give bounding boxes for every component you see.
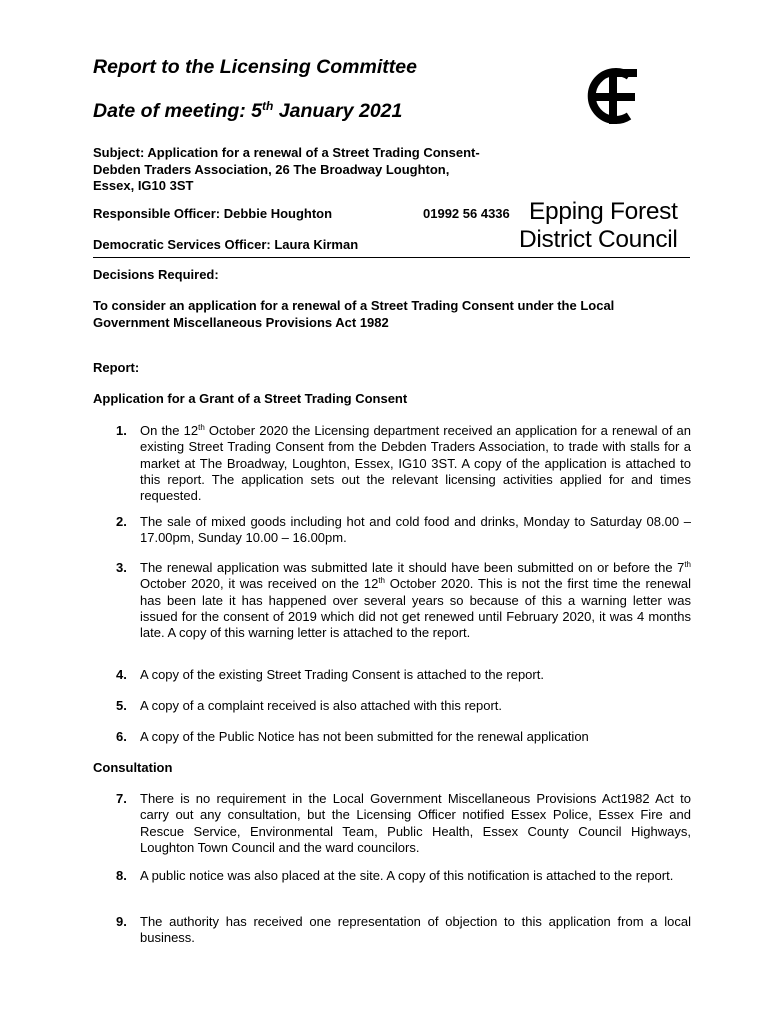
item-number: 6. <box>116 729 127 744</box>
item-text: On the 12th October 2020 the Licensing department received an application for a renewal of an existing Street Trading Consent from the Debden Traders Association, to trade with stalls for a market at The Broadway, Loughton, Essex, IG10 3ST. A copy of the application is attached to this report. The application sets out the relevant licensing activities applied for and times requested. <box>140 423 692 504</box>
decisions-heading: Decisions Required: <box>93 267 219 282</box>
list-item <box>116 729 691 745</box>
list-item <box>116 914 691 947</box>
meeting-date: Date of meeting: 5th January 2021 <box>93 99 403 122</box>
item-text: There is no requirement in the Local Government Miscellaneous Provisions Act1982 Act to carry out any consultation, but the Licensing Officer notified Essex Police, Essex Fire and Rescue Service, Environmental Team, Public Health, Essex County Council Highways, Loughton Town Council and the ward councilors. <box>140 791 691 855</box>
list-item <box>116 698 691 714</box>
list-item <box>116 667 691 683</box>
epping-forest-logo-icon <box>585 66 641 126</box>
divider <box>93 257 690 258</box>
logo-text-epping-forest: Epping Forest <box>529 198 678 225</box>
item-number: 9. <box>116 914 127 929</box>
responsible-officer: Responsible Officer: Debbie Houghton <box>93 206 333 221</box>
report-title: Report to the Licensing Committee <box>93 56 417 78</box>
item-text: A public notice was also placed at the site. A copy of this notification is attached to the report. <box>140 868 674 883</box>
item-number: 8. <box>116 868 127 883</box>
democratic-services-officer: Democratic Services Officer: Laura Kirman <box>93 237 359 252</box>
item-text: A copy of a complaint received is also attached with this report. <box>140 698 503 713</box>
item-text: The sale of mixed goods including hot and cold food and drinks, Monday to Saturday 08.00 – 17.00pm, Sunday 10.00 – 16.00pm. <box>140 514 691 546</box>
list-item <box>116 560 691 641</box>
item-number: 4. <box>116 667 127 682</box>
list-item <box>116 868 691 884</box>
report-subject: Subject: Application for a renewal of a Street Trading Consent- Debden Traders Association, 26 The Broadway Loughton, Essex, IG10 3ST <box>93 145 480 193</box>
decisions-text: To consider an application for a renewal of a Street Trading Consent under the Local Government Miscellaneous Provisions Act 1982 <box>93 298 615 330</box>
application-subheading: Application for a Grant of a Street Trading Consent <box>93 391 408 406</box>
item-text: A copy of the existing Street Trading Consent is attached to the report. <box>140 667 544 682</box>
item-number: 1. <box>116 423 127 438</box>
item-number: 2. <box>116 514 127 529</box>
list-item <box>116 514 691 547</box>
item-number: 3. <box>116 560 127 575</box>
item-number: 5. <box>116 698 127 713</box>
report-heading: Report: <box>93 360 140 375</box>
item-text: The authority has received one representation of objection to this application from a local business. <box>140 914 691 946</box>
officer-phone: 01992 56 4336 <box>423 206 510 221</box>
item-text: The renewal application was submitted late it should have been submitted on or before the 7th October 2020, it was received on the 12th October 2020. This is not the first time the renewal has been late it has happened over several years so because of this a warning letter was issued for the consent of 2019 which did not get renewed until February 2020, it was 4 months late. A copy of this warning letter is attached to the report. <box>140 560 691 641</box>
list-item <box>116 423 691 504</box>
item-number: 7. <box>116 791 127 806</box>
list-item <box>116 791 691 856</box>
consultation-heading: Consultation <box>93 760 173 775</box>
item-text: A copy of the Public Notice has not been submitted for the renewal application <box>140 729 589 744</box>
logo-text-district-council: District Council <box>519 226 678 253</box>
